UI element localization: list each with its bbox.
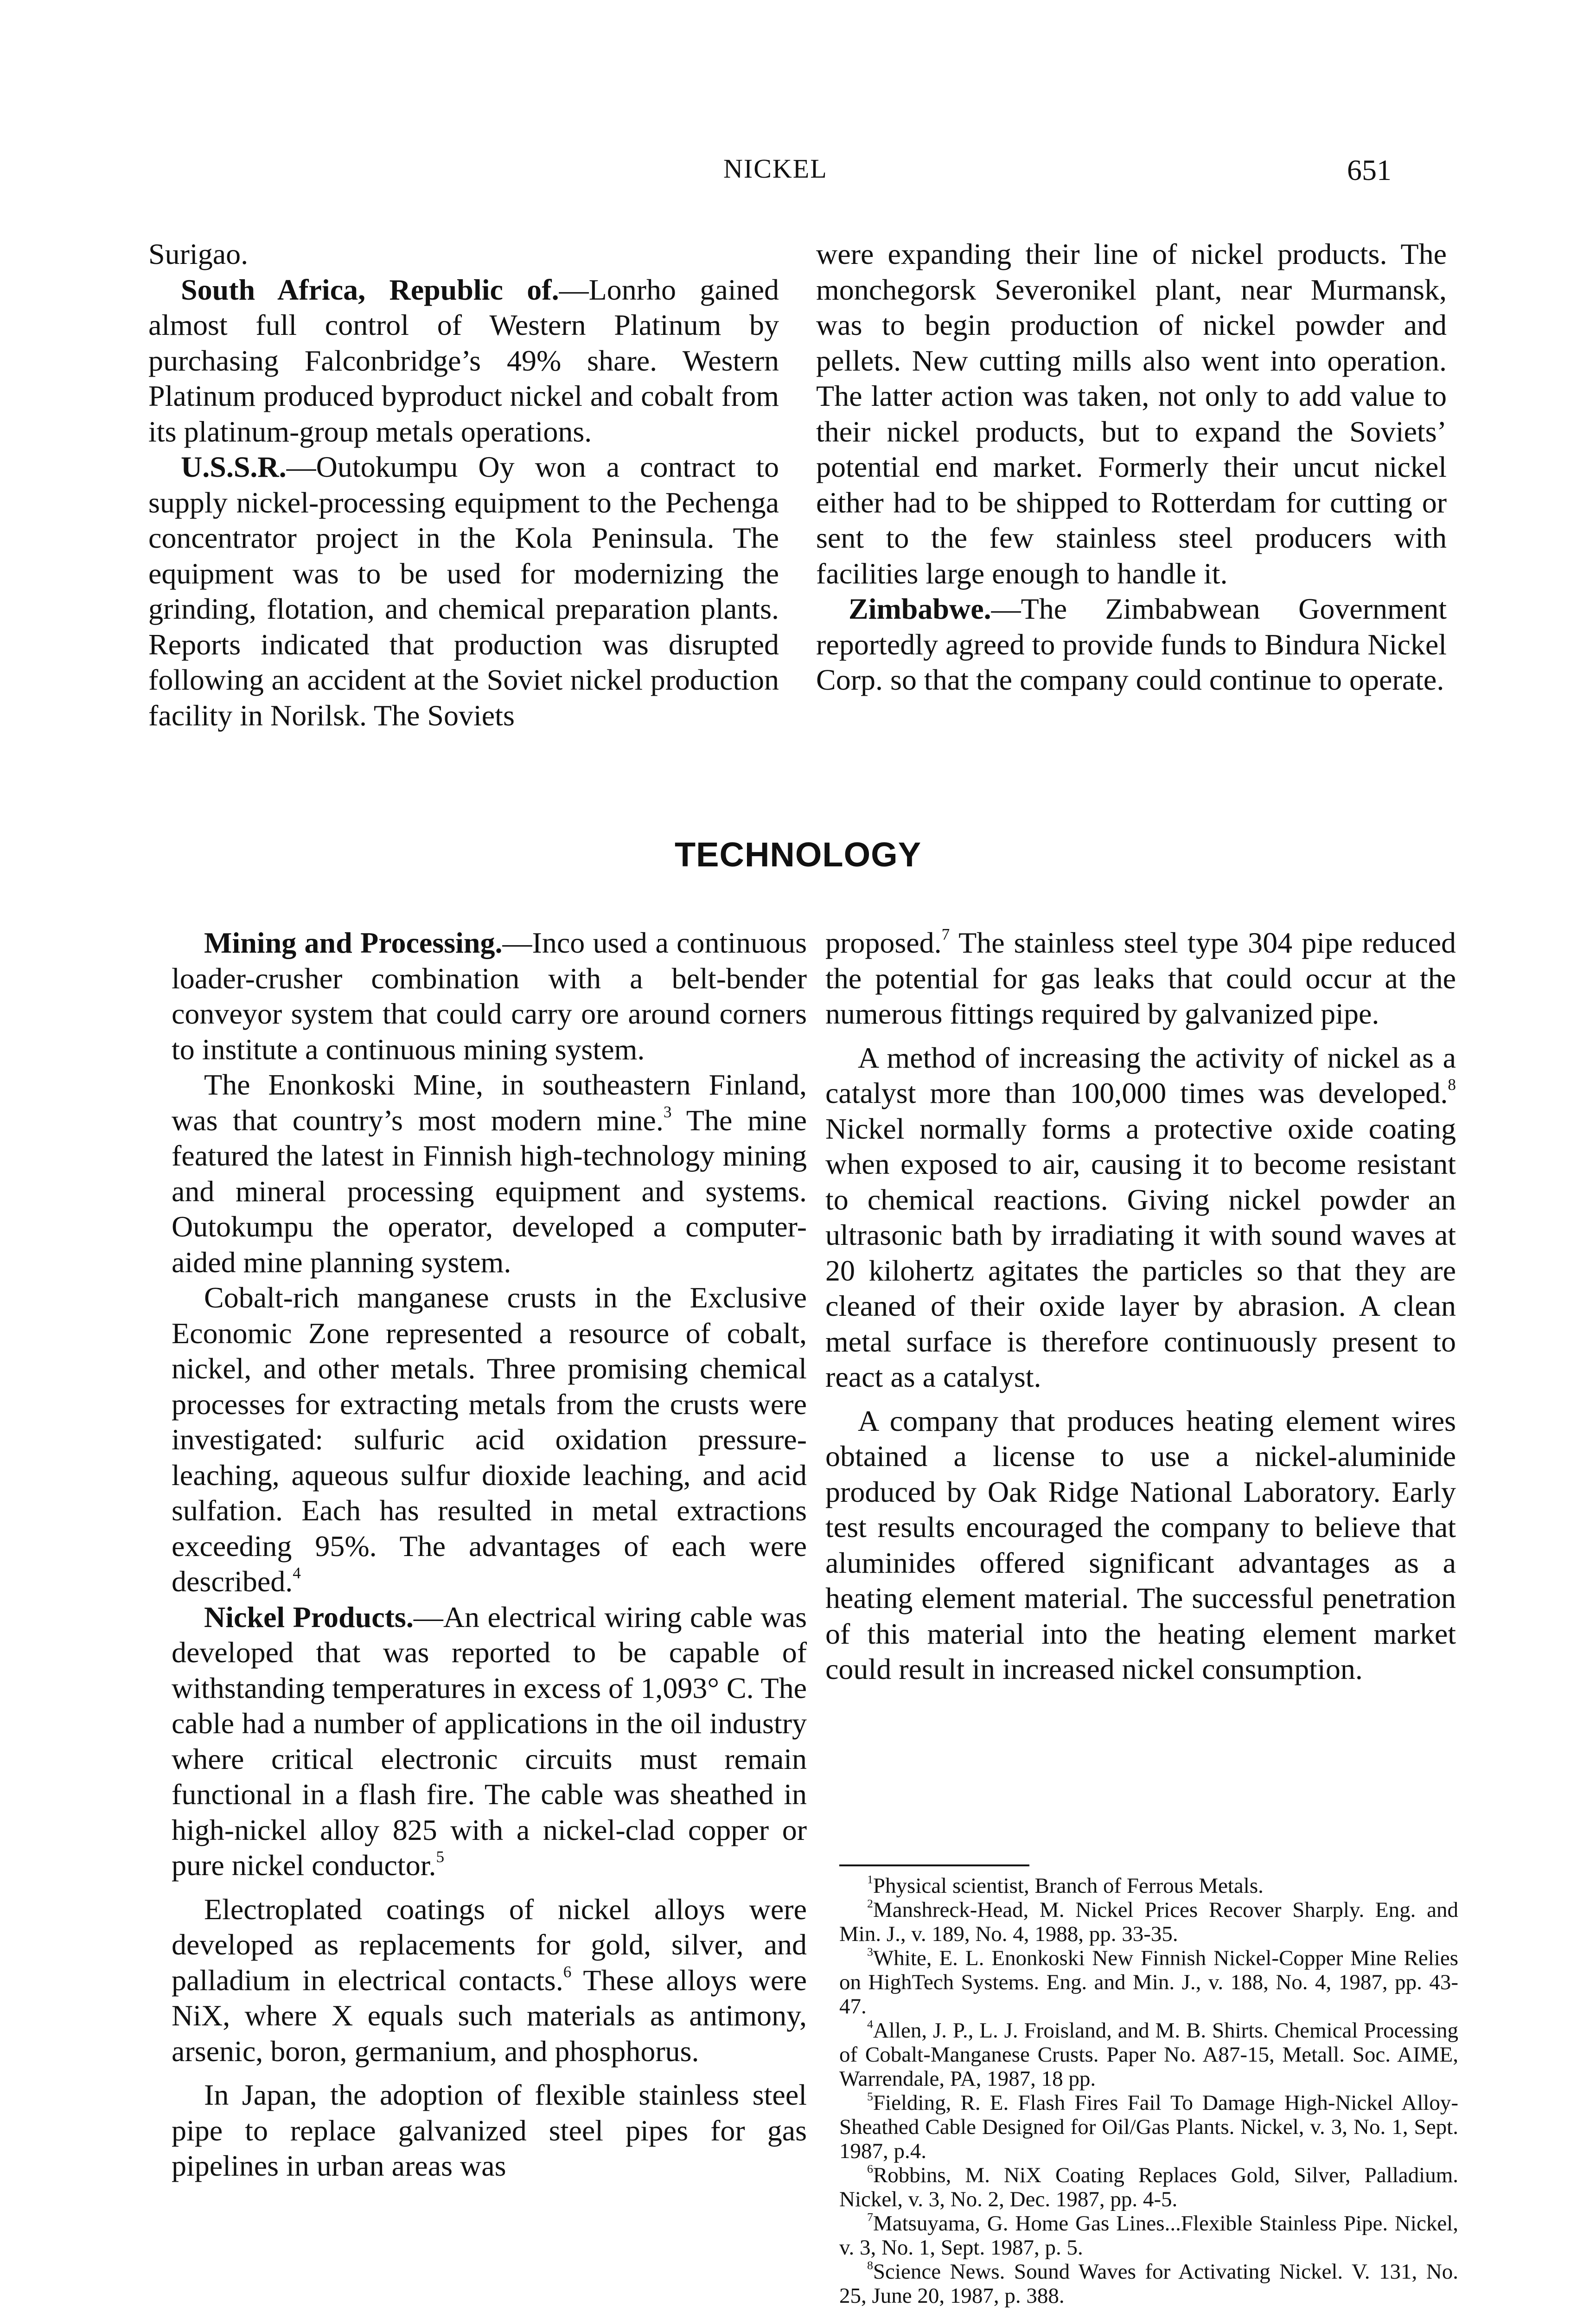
proposed-text-b: The stainless steel type 304 pipe reduced the potential for gas leaks that could occur at the numerous fittings required by galvanized pipe. [825,926,1456,1030]
top-right-column [816,237,1447,698]
paragraph-surigao: Surigao. [148,237,249,270]
top-left-column [148,237,779,733]
footnote-number: 1 [867,1872,873,1886]
paragraph-cobalt-crusts [172,1280,807,1600]
footnote-text: Allen, J. P., L. J. Froisland, and M. B. Shirts. Chemical Processing of Cobalt-Manganese Crusts. Paper No. A87-15, Metall. Soc. AIME, Warrendale, PA, 1987, 18 pp. [839,2018,1458,2091]
paragraph-enonkoski [172,1067,807,1280]
mining-processing-text: —Inco used a continuous loader-crusher combination with a belt-bender conveyor system that could carry ore around corners to institute a continuous mining system. [172,926,807,1066]
country-heading-ussr: U.S.S.R. [181,450,287,483]
catalyst-text-b: Nickel normally forms a protective oxide coating when exposed to air, causing it to become resistant to chemical reactions. Giving nickel powder an ultrasonic bath by irradiating it with sound waves at 20 kilohertz agitates the particles so that they are cleaned of their oxide layer by abrasion. A clean metal surface is therefore continuously present to react as a catalyst. [825,1112,1456,1393]
footnote-ref-4: 4 [293,1563,301,1582]
footnote [839,2211,1458,2260]
footnote-text: Science News. Sound Waves for Activating Nickel. V. 131, No. 25, June 20, 1987, p. 388. [839,2260,1458,2308]
footnote-number: 3 [867,1945,873,1959]
footnote-ref-6: 6 [563,1962,572,1981]
paragraph-heating-element: A company that produces heating element wires obtained a license to use a nickel-aluminide produced by Oak Ridge National Laboratory. Early test results encouraged the company to believe that aluminides offered significant advantages as a heating element material. The successful penetration of this material into the heating element market could result in increased nickel consumption. [825,1404,1456,1685]
footnote [839,2260,1458,2308]
bottom-right-column [825,925,1456,1687]
footnote [839,2163,1458,2211]
footnote-text: Physical scientist, Branch of Ferrous Metals. [873,1874,1264,1898]
footnote-ref-8: 8 [1448,1075,1456,1094]
footnote-number: 5 [867,2089,873,2103]
paragraph-nickel-products [172,1600,807,1883]
footnote-number: 6 [867,2162,873,2176]
nickel-products-text: —An electrical wiring cable was developed that was reported to be capable of withstanding temperatures in excess of 1,093° C. The cable had a number of applications in the oil industry where critical electronic circuits must remain functional in a flash fire. The cable was sheathed in high-nickel alloy 825 with a nickel-clad copper or pure nickel conductor. [172,1600,807,1882]
paragraph-mining-processing [172,925,807,1067]
subheading-nickel-products: Nickel Products. [204,1600,414,1634]
country-heading-zimbabwe: Zimbabwe. [849,592,991,625]
footnote-text: Manshreck-Head, M. Nickel Prices Recover Sharply. Eng. and Min. J., v. 189, No. 4, 1988, pp. 33-35. [839,1898,1458,1946]
electroplated-text-b: These alloys were NiX, where X equals such materials as antimony, arsenic, boron, germanium, and phosphorus. [172,1963,807,2068]
section-heading-technology: TECHNOLOGY [674,835,922,874]
footnote [839,2018,1458,2091]
enonkoski-text-a: The Enonkoski Mine, in southeastern Finland, was that country’s most modern mine. [172,1068,807,1137]
footnotes [839,1874,1458,2308]
paragraph-ussr-continued: were expanding their line of nickel products. The monchegorsk Severonikel plant, near Murmansk, was to begin production of nickel powder and pellets. New cutting mills also went into operation. The latter action was taken, not only to add value to their nickel products, but to expand the Soviets’ potential end market. Formerly their uncut nickel either had to be shipped to Rotterdam for cutting or sent to the few stainless steel producers with facilities large enough to handle it. [816,237,1447,590]
bottom-left-column [172,925,807,2184]
footnote-text: Matsuyama, G. Home Gas Lines...Flexible Stainless Pipe. Nickel, v. 3, No. 1, Sept. 1987, p. 5. [839,2211,1458,2260]
country-heading-south-africa: South Africa, Republic of. [181,273,559,306]
footnote-ref-5: 5 [436,1847,445,1866]
footnote [839,1946,1458,2018]
footnote-text: White, E. L. Enonkoski New Finnish Nickel-Copper Mine Relies on HighTech Systems. Eng. and Min. J., v. 188, No. 4, 1987, pp. 43-47. [839,1946,1458,2018]
running-header [0,153,1596,190]
electroplated-text-a: Electroplated coatings of nickel alloys were developed as replacements for gold, silver, and palladium in electrical contacts. [172,1892,807,1997]
paragraph-ussr [148,449,779,733]
ussr-text: —Outokumpu Oy won a contract to supply nickel-processing equipment to the Pechenga concentrator project in the Kola Peninsula. The equipment was to be used for modernizing the grinding, flotation, and chemical preparation plants. Reports indicated that production was disrupted following an accident at the Soviet nickel production facility in Norilsk. The Soviets [148,450,779,732]
cobalt-text: Cobalt-rich manganese crusts in the Exclusive Economic Zone represented a resource of cobalt, nickel, and other metals. Three promising chemical processes for extracting metals from the crusts were investigated: sulfuric acid oxidation pressure-leaching, aqueous sulfur dioxide leaching, and acid sulfation. Each has resulted in metal extractions exceeding 95%. The advantages of each were described. [172,1281,807,1598]
proposed-text-a: proposed. [825,926,942,959]
footnote-number: 7 [867,2210,873,2224]
running-title: NICKEL [723,154,828,184]
footnote-text: Robbins, M. NiX Coating Replaces Gold, Silver, Palladium. Nickel, v. 3, No. 2, Dec. 1987, pp. 4-5. [839,2163,1458,2211]
subheading-mining-processing: Mining and Processing. [204,926,503,959]
paragraph-proposed [825,925,1456,1032]
footnote-ref-7: 7 [941,925,950,943]
paragraph-south-africa [148,272,779,450]
footnote-number: 8 [867,2258,873,2272]
footnote [839,2091,1458,2163]
footnote-text: Fielding, R. E. Flash Fires Fail To Damage High-Nickel Alloy-Sheathed Cable Designed for Oil/Gas Plants. Nickel, v. 3, No. 1, Sept. 1987, p.4. [839,2091,1458,2163]
footnote-ref-3: 3 [663,1102,672,1121]
enonkoski-text-b: The mine featured the latest in Finnish high-technology mining and mineral processing equipment and systems. Outokumpu the operator, developed a computer-aided mine planning system. [172,1103,807,1279]
paragraph-japan: In Japan, the adoption of flexible stainless steel pipe to replace galvanized steel pipes for gas pipelines in urban areas was [172,2078,807,2182]
south-africa-text: —Lonrho gained almost full control of Western Platinum by purchasing Falconbridge’s 49% share. Western Platinum produced byproduct nickel and cobalt from its platinum-group metals operations. [148,273,779,448]
footnote-divider [839,1864,1029,1866]
footnote-number: 2 [867,1896,873,1910]
paragraph-catalyst [825,1040,1456,1395]
footnote [839,1898,1458,1946]
footnote [839,1874,1458,1898]
catalyst-text-a: A method of increasing the activity of nickel as a catalyst more than 100,000 times was developed. [825,1041,1456,1109]
zimbabwe-text: —The Zimbabwean Government reportedly agreed to provide funds to Bindura Nickel Corp. so that the company could continue to operate. [816,592,1447,696]
paragraph-zimbabwe [816,591,1447,698]
paragraph-electroplated [172,1892,807,2069]
footnote-number: 4 [867,2017,873,2031]
page-number: 651 [1347,154,1392,186]
